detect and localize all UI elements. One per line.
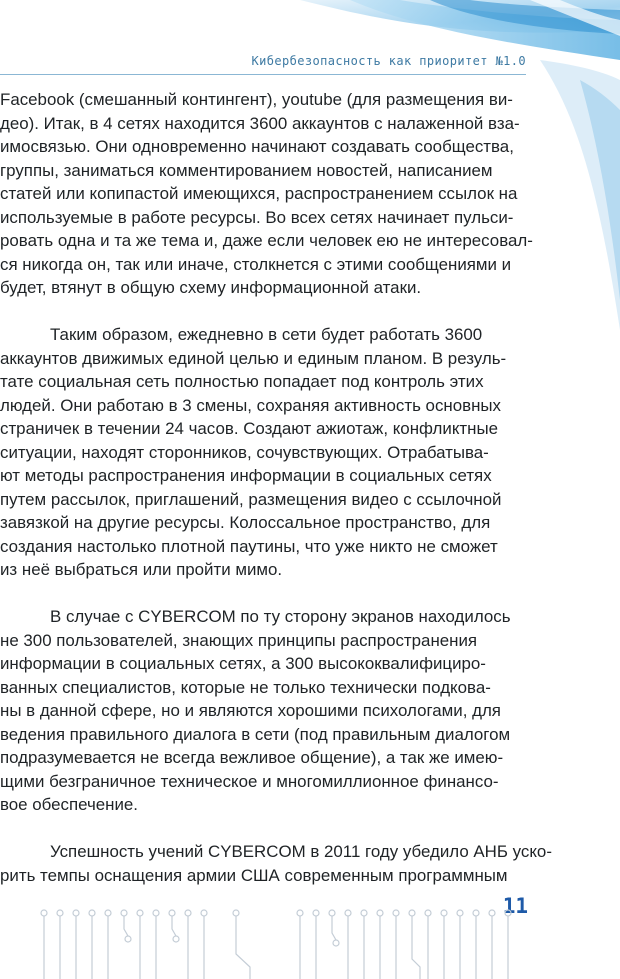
text-line: завязкой на другие ресурсы. Колоссальное пространство, для bbox=[0, 513, 491, 532]
text-line: будет, втянут в общую схему информационной атаки. bbox=[0, 278, 422, 297]
text-line: страничек в течении 24 часов. Создают ажиотаж, конфликтные bbox=[0, 419, 499, 438]
text-line: В случае с CYBERCOM по ту сторону экранов находилось bbox=[50, 607, 511, 626]
text-line: ситуации, находят сторонников, сочувствующих. Отрабатыва- bbox=[0, 442, 489, 462]
text-line: Facebook (смешанный контингент), youtube (для размещения ви- bbox=[0, 90, 513, 109]
text-line: имосвязью. Они одновременно начинают создавать сообщества, bbox=[0, 137, 514, 156]
text-line: ся никогда он, так или иначе, столкнется с этими сообщениями и bbox=[0, 254, 512, 274]
text-line: ведения правильного диалога в сети (под правильным диалогом bbox=[0, 724, 511, 744]
text-line: рить темпы оснащения армии США современным программным bbox=[0, 865, 508, 885]
text-line: ют методы распространения информации в социальных сетях bbox=[0, 466, 492, 485]
running-header-title: Кибербезопасность как приоритет №1.0 bbox=[251, 54, 526, 68]
paragraph-1 bbox=[0, 88, 533, 300]
text-line: аккаунтов движимых единой целью и единым планом. В резуль- bbox=[0, 348, 507, 368]
paragraph-4 bbox=[0, 840, 552, 887]
text-line: не 300 пользователей, знающих принципы распространения bbox=[0, 630, 478, 650]
text-line: ровать одна и та же тема и, даже если человек ею не интересовал- bbox=[0, 231, 533, 250]
text-line: используемые в работе ресурсы. Во всех сетях начинает пульси- bbox=[0, 207, 514, 227]
header-rule bbox=[0, 74, 526, 75]
circuit-decoration bbox=[0, 899, 620, 979]
text-line: людей. Они работаю в 3 смены, сохраняя активность основных bbox=[0, 395, 502, 415]
text-line: подразумевается не всегда вежливое общение), а так же имею- bbox=[0, 748, 504, 767]
text-line: из неё выбраться или пройти мимо. bbox=[0, 560, 283, 579]
text-line: путем рассылок, приглашений, размещения видео с ссылочной bbox=[0, 489, 502, 509]
paragraph-3 bbox=[0, 605, 526, 817]
text-line: вое обеспечение. bbox=[0, 795, 139, 814]
text-line: статей или копипастой имеющихся, распространением ссылок на bbox=[0, 184, 518, 203]
text-line: создания настолько плотной паутины, что уже никто не сможет bbox=[0, 536, 498, 556]
text-line: группы, заниматься комментированием новостей, написанием bbox=[0, 160, 493, 180]
text-line: Таким образом, ежедневно в сети будет работать 3600 bbox=[50, 325, 483, 344]
text-line: Успешность учений CYBERCOM в 2011 году убедило АНБ уско- bbox=[50, 842, 552, 861]
text-line: информации в социальных сетях, а 300 высококвалифициро- bbox=[0, 654, 486, 673]
page-number: 11 bbox=[502, 894, 528, 918]
main-text bbox=[0, 88, 552, 911]
text-line: тате социальная сеть полностью попадает под контроль этих bbox=[0, 372, 484, 391]
text-line: щими безграничное техническое и многомиллионное финансо- bbox=[0, 771, 499, 791]
text-line: ны в данной сфере, но и являются хорошими психологами, для bbox=[0, 701, 501, 720]
text-line: ванных специалистов, которые не только технически подкова- bbox=[0, 677, 491, 697]
text-line: део). Итак, в 4 сетях находится 3600 аккаунтов с налаженной вза- bbox=[0, 113, 520, 133]
paragraph-2 bbox=[0, 323, 526, 582]
